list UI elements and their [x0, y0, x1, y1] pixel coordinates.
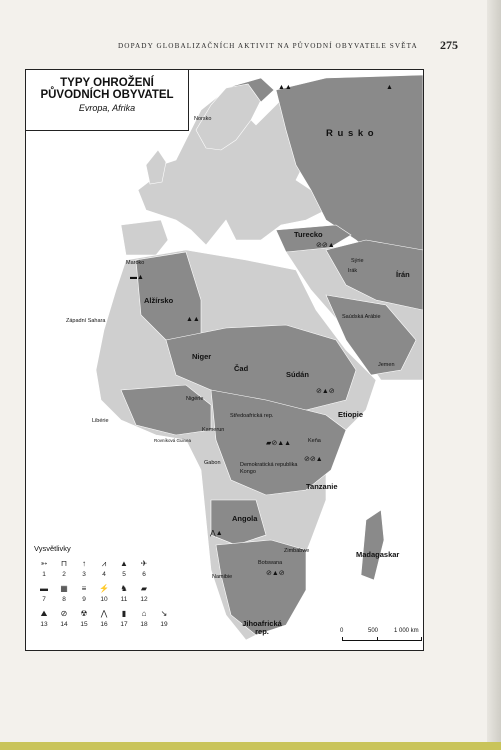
page-number: 275: [440, 38, 458, 52]
legend-number: 3: [82, 571, 86, 578]
scale-bar: [342, 628, 422, 641]
map-title-line2: PŮVODNÍCH OBYVATEL: [40, 89, 174, 101]
legend-row: [34, 609, 184, 628]
truck-icon: ▬: [40, 584, 48, 593]
legend-item: [114, 609, 134, 628]
map-title-line1: TYPY OHROŽENÍ: [60, 77, 154, 89]
building-icon: ▮: [121, 609, 127, 618]
legend-number: 7: [42, 596, 46, 603]
label-kamerun: Kamerun: [202, 427, 225, 433]
scale-label-1000: 1 000 km: [394, 628, 419, 634]
label-namibie: Namibie: [212, 574, 233, 580]
label-madagaskar: Madagaskar: [356, 550, 400, 559]
legend-title: Vysvětlivky: [34, 544, 71, 553]
vehicle-icon: ▰⊘▲▲: [266, 440, 292, 447]
legend-item: [74, 559, 94, 578]
cattle-icon: ♞: [120, 584, 128, 593]
dam-icon: ⊓: [60, 559, 68, 568]
prohibited-icon: ⊘⊘▲: [304, 456, 323, 463]
legend-row: [34, 584, 184, 603]
legend-number: 16: [100, 621, 108, 628]
legend-item: [74, 609, 94, 628]
tank-icon: ▲▲: [278, 84, 292, 91]
legend-item: [134, 559, 154, 578]
scale-label-500: 500: [368, 628, 379, 634]
running-head: DOPADY GLOBALIZAČNÍCH AKTIVIT NA PŮVODNÍ OBYVATELE SVĚTA: [118, 42, 418, 50]
label-zapadni-sahara: Západní Sahara: [66, 318, 106, 324]
legend-row: [34, 559, 184, 578]
legend-item: [134, 609, 154, 628]
legend-item: [34, 559, 54, 578]
radiation-icon: ☢: [80, 609, 88, 618]
tank-icon: ▲: [386, 84, 393, 91]
legend-item: [34, 584, 54, 603]
label-niger: Niger: [192, 352, 212, 361]
map-subtitle: Evropa, Afrika: [78, 103, 136, 113]
prohibited-icon: ⊘▲⊘: [266, 570, 285, 577]
legend-item: [54, 559, 74, 578]
legend-item: [54, 584, 74, 603]
legend-item: [54, 609, 74, 628]
label-maroko: Maroko: [126, 260, 145, 266]
label-norsko: Norsko: [194, 116, 212, 122]
legend-item: [94, 559, 114, 578]
label-cad: Čad: [234, 364, 249, 373]
oil-rig-icon: ⩘: [101, 559, 107, 568]
tool-icon: ↘: [160, 609, 168, 618]
scale-labels: [342, 628, 422, 637]
legend-number: 10: [100, 596, 108, 603]
label-rusko: R u s k o: [326, 128, 375, 139]
prohibited-icon: ⊘▲⊘: [316, 388, 335, 395]
legend-item: [114, 559, 134, 578]
vehicle-icon: ▰: [140, 584, 148, 593]
bulldozer-icon: ▦: [60, 584, 68, 593]
legend-number: 17: [120, 621, 128, 628]
tent-icon: ⋀▲: [210, 530, 223, 537]
legend-item: [154, 609, 174, 628]
label-gabon: Gabon: [204, 460, 221, 466]
truck-icon: ▬▲: [130, 274, 144, 281]
legend: [34, 544, 184, 628]
hut-icon: ⌂: [141, 609, 147, 618]
mountains-icon: ⛰: [40, 609, 48, 618]
legend-number: 12: [140, 596, 148, 603]
legend-number: 13: [40, 621, 48, 628]
label-saudska: Saúdská Arábie: [342, 314, 381, 320]
legend-number: 18: [140, 621, 148, 628]
bottom-page-edge: [0, 742, 501, 750]
legend-item: [34, 609, 54, 628]
label-kena: Keňa: [308, 438, 321, 444]
legend-item: [114, 584, 134, 603]
legend-item: [134, 584, 154, 603]
label-zimbabwe: Zimbabwe: [284, 548, 310, 554]
legend-number: 1: [42, 571, 46, 578]
legend-item: [74, 584, 94, 603]
label-stredoafricka: Středoafrická rep.: [230, 413, 274, 419]
tank-icon: ▲: [120, 559, 128, 568]
map-figure: [25, 69, 424, 651]
legend-number: 2: [62, 571, 66, 578]
legend-item: [94, 584, 114, 603]
label-rovnikova-guinea: Rovníková Guinea: [154, 438, 192, 443]
pipeline-icon: ≡: [81, 584, 87, 593]
lightning-icon: ⚡: [99, 584, 109, 593]
label-botswana: Botswana: [258, 560, 283, 566]
label-kongo: Demokratická republika Kongo: [240, 462, 298, 475]
legend-number: 4: [102, 571, 106, 578]
label-angola: Angola: [232, 514, 258, 523]
label-alzirsko: Alžírsko: [144, 296, 174, 305]
label-tanzanie: Tanzanie: [306, 482, 338, 491]
legend-number: 15: [80, 621, 88, 628]
legend-number: 6: [142, 571, 146, 578]
legend-number: 8: [62, 596, 66, 603]
tree-icon: ↑: [82, 559, 86, 568]
legend-number: 19: [160, 621, 168, 628]
label-liberie: Libérie: [92, 418, 109, 424]
label-syrie: Sýrie: [351, 258, 364, 264]
legend-number: 5: [122, 571, 126, 578]
aircraft-icon: ✈: [140, 559, 148, 568]
legend-number: 9: [82, 596, 86, 603]
scale-label-0: 0: [340, 628, 344, 634]
map-title-box: [26, 70, 189, 131]
label-sudan: Súdán: [286, 370, 309, 379]
label-iran: Írán: [396, 270, 410, 279]
tent-icon: ▲▲: [186, 316, 200, 323]
fishing-icon: ➳: [40, 559, 48, 568]
label-turecko: Turecko: [294, 230, 323, 239]
tent-icon: ⋀: [100, 609, 108, 618]
book-spine-shadow: [487, 0, 501, 750]
label-jihoafricka: Jihoafrická rep.: [242, 619, 282, 636]
prohibited-icon: ⊘⊘▲: [316, 242, 335, 249]
legend-number: 11: [120, 596, 128, 603]
scale-line: [342, 637, 422, 641]
label-jemen: Jemen: [378, 362, 395, 368]
label-nigerie: Nigérie: [186, 396, 204, 402]
label-irak: Irák: [348, 268, 358, 274]
legend-item: [94, 609, 114, 628]
prohibited-icon: ⊘: [60, 609, 68, 618]
legend-number: 14: [60, 621, 68, 628]
label-etiopie: Etiopie: [338, 410, 364, 419]
